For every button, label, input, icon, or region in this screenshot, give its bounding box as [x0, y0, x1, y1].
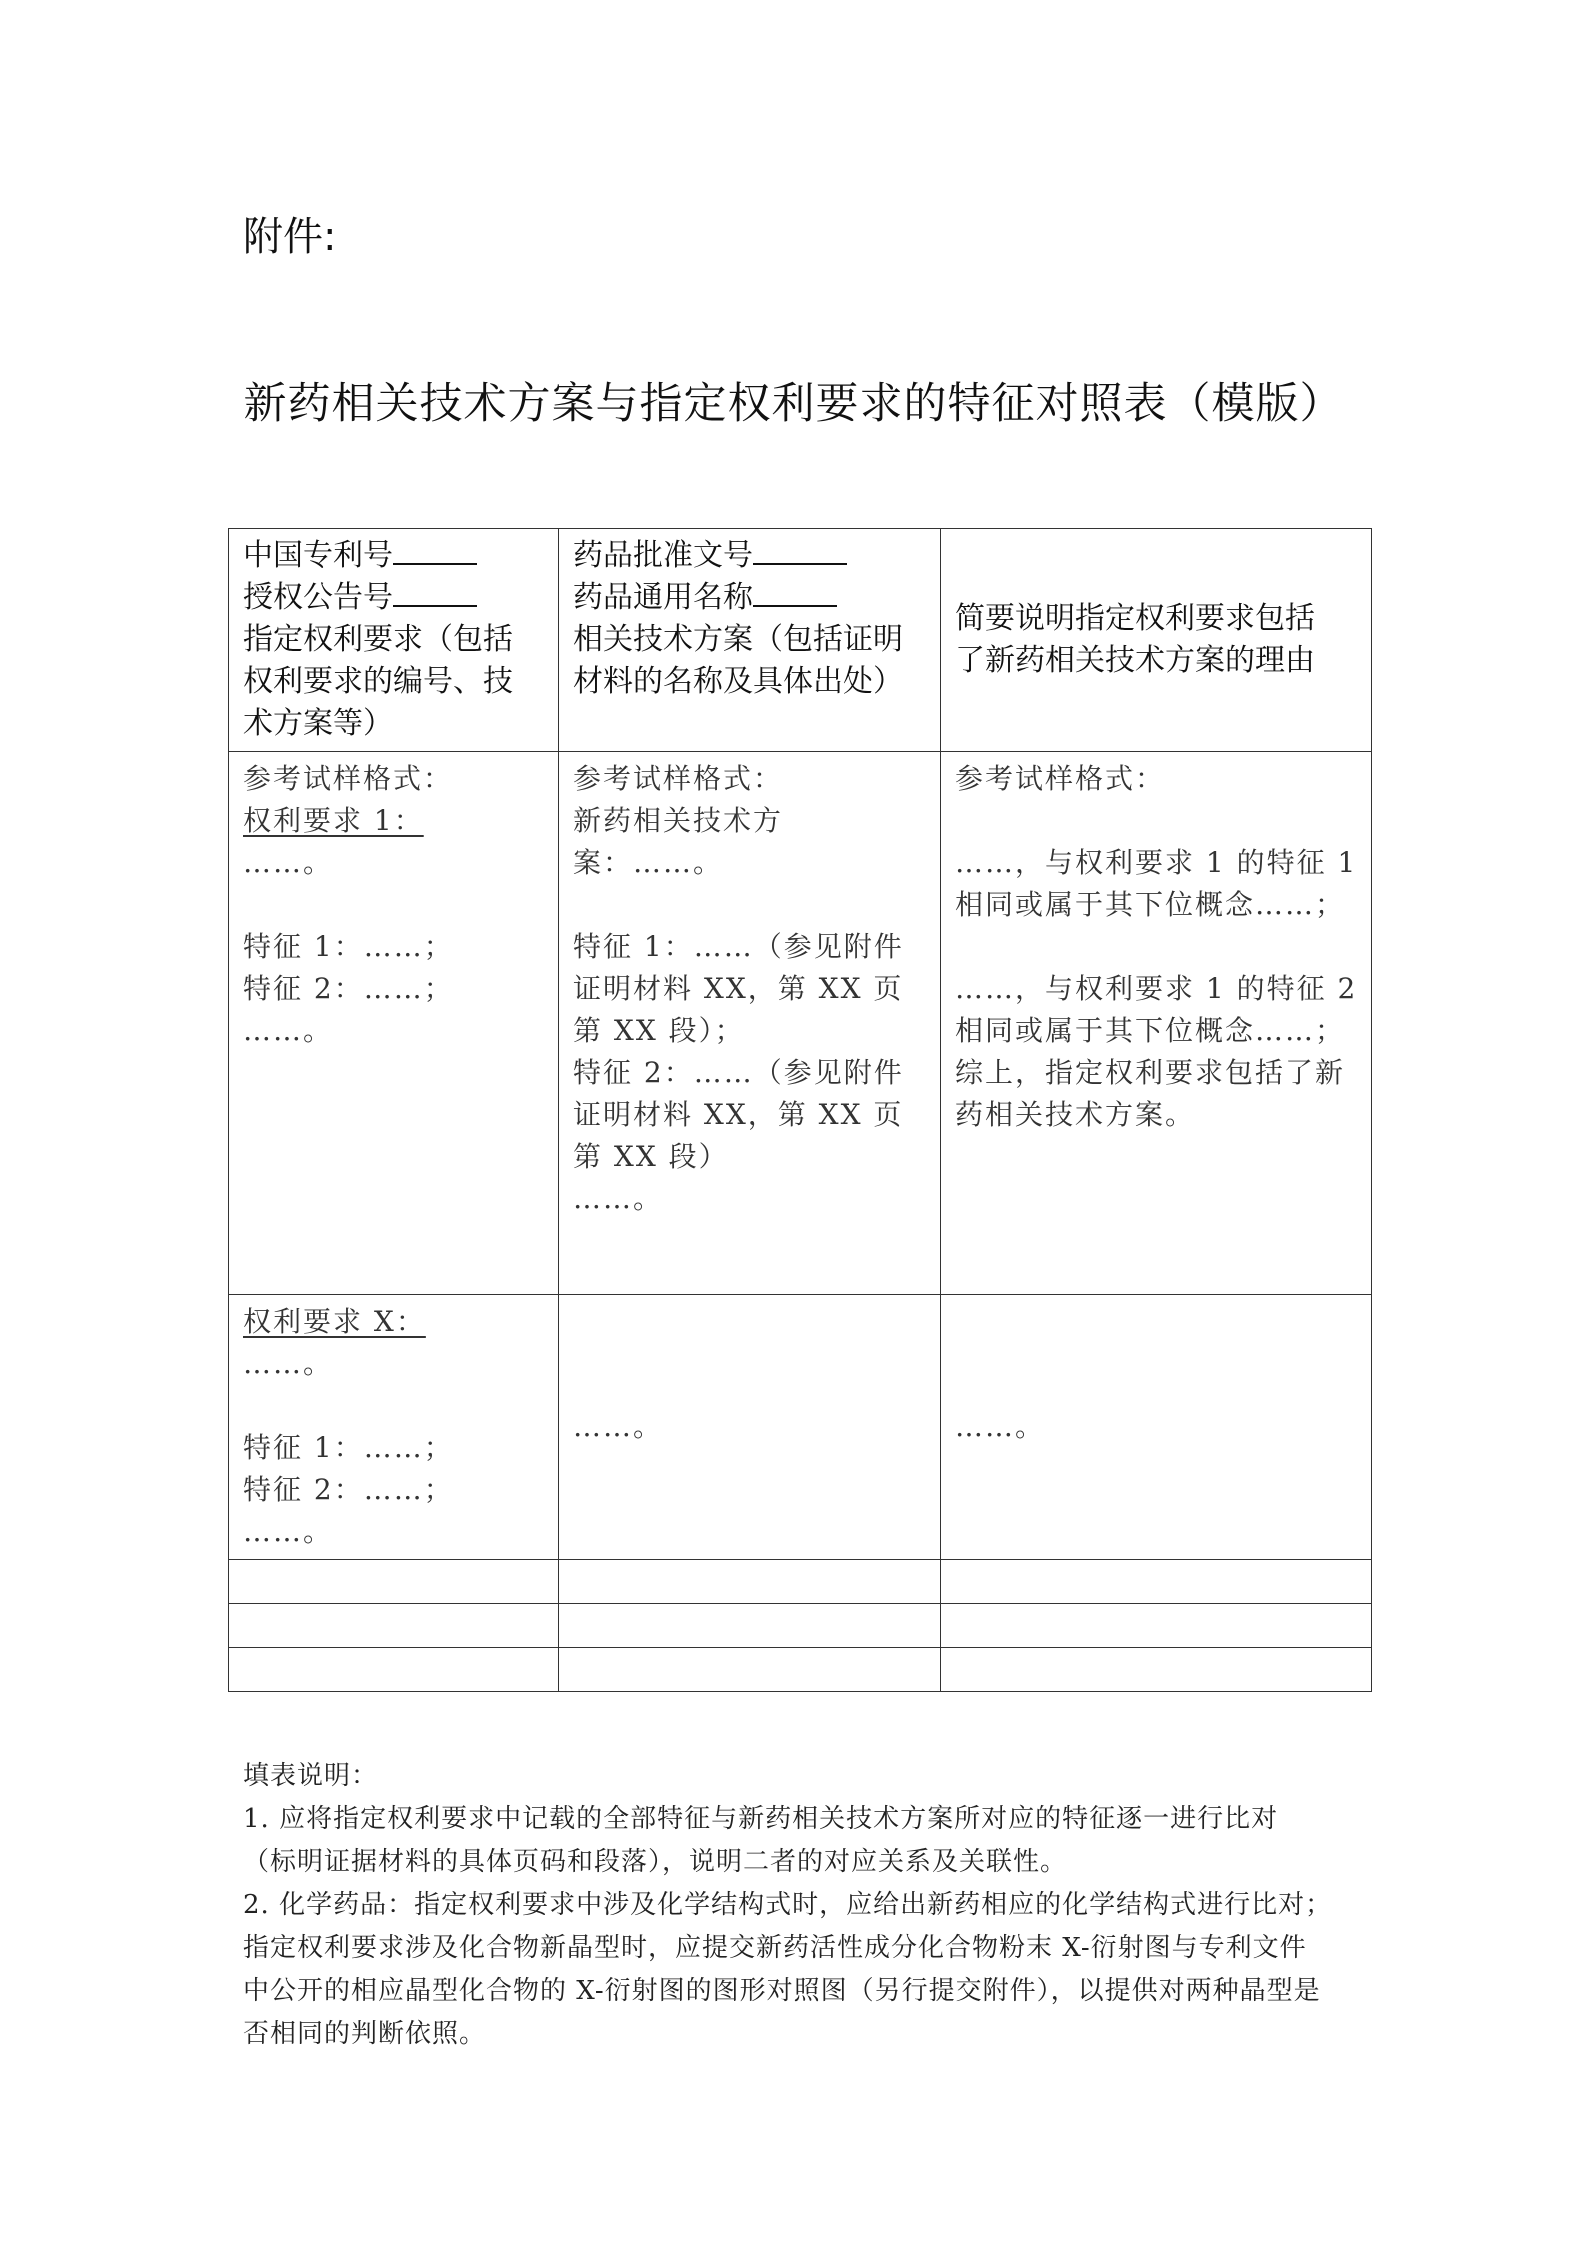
table-row [229, 752, 1372, 1295]
header-line: 相关技术方案（包括证明 [573, 622, 903, 657]
table-row [229, 1295, 1372, 1560]
attachment-label: 附件: [243, 214, 337, 260]
empty-cell[interactable] [559, 1604, 941, 1648]
technical-solution-cell: 参考试样格式： 新药相关技术方 案：……。 特征 1：……（参见附件 证明材料 XX，第 XX 页 第 XX 段）； 特征 2：……（参见附件 证明材料 XX，第 XX 页 第 XX 段） ……。 [559, 752, 941, 1295]
empty-cell[interactable] [229, 1560, 559, 1604]
empty-cell[interactable] [559, 1648, 941, 1692]
header-line: 授权公告号 [243, 577, 544, 619]
notes-line: 2. 化学药品：指定权利要求中涉及化学结构式时，应给出新药相应的化学结构式进行比对； [243, 1890, 1333, 1920]
empty-row [229, 1560, 1372, 1604]
table-header-row [229, 529, 1372, 752]
comparison-table [228, 528, 1372, 1692]
header-line: 药品批准文号 [573, 535, 926, 577]
claim-1-cell: 参考试样格式： 权利要求 1： ……。 特征 1：……； 特征 2：……； ……。 [229, 752, 559, 1295]
header-line: 指定权利要求（包括 [243, 622, 513, 657]
empty-cell[interactable] [229, 1604, 559, 1648]
notes-heading: 填表说明： [243, 1761, 379, 1791]
filling-instructions [243, 1755, 1332, 2056]
header-cell-patent [229, 529, 559, 752]
header-line: 药品通用名称 [573, 577, 926, 619]
claim-x-heading: 权利要求 X： [243, 1305, 426, 1338]
technical-solution-cell: ……。 [559, 1295, 941, 1560]
header-line: 权利要求的编号、技 [243, 664, 513, 699]
header-line: 中国专利号 [243, 535, 544, 577]
empty-cell[interactable] [941, 1648, 1372, 1692]
notes-line: 1. 应将指定权利要求中记载的全部特征与新药相关技术方案所对应的特征逐一进行比对 [243, 1804, 1279, 1834]
reason-cell: 参考试样格式： ……，与权利要求 1 的特征 1 相同或属于其下位概念……； ……，与权利要求 1 的特征 2 相同或属于其下位概念……； 综上，指定权利要求包括了新 药相关技术方案。 [941, 752, 1372, 1295]
reason-cell: ……。 [941, 1295, 1372, 1560]
claim-x-cell: 权利要求 X： ……。 特征 1：……； 特征 2：……； ……。 [229, 1295, 559, 1560]
empty-cell[interactable] [229, 1648, 559, 1692]
notes-line: 指定权利要求涉及化合物新晶型时，应提交新药活性成分化合物粉末 X-衍射图与专利文件 [243, 1933, 1307, 1963]
notes-line: 否相同的判断依照。 [243, 2019, 487, 2049]
header-cell-reason [941, 529, 1372, 752]
empty-cell[interactable] [941, 1560, 1372, 1604]
header-line: 术方案等） [243, 706, 393, 741]
header-cell-drug [559, 529, 941, 752]
empty-cell[interactable] [941, 1604, 1372, 1648]
empty-row [229, 1648, 1372, 1692]
header-line: 材料的名称及具体出处） [573, 664, 903, 699]
document-title: 新药相关技术方案与指定权利要求的特征对照表（模版） [243, 379, 1344, 429]
notes-line: 中公开的相应晶型化合物的 X-衍射图的图形对照图（另行提交附件），以提供对两种晶型是 [243, 1976, 1321, 2006]
header-line: 简要说明指定权利要求包括 [955, 601, 1315, 636]
empty-row [229, 1604, 1372, 1648]
empty-cell[interactable] [559, 1560, 941, 1604]
header-line: 了新药相关技术方案的理由 [955, 643, 1315, 678]
notes-line: （标明证据材料的具体页码和段落），说明二者的对应关系及关联性。 [243, 1847, 1068, 1877]
claim-1-heading: 权利要求 1： [243, 804, 424, 837]
